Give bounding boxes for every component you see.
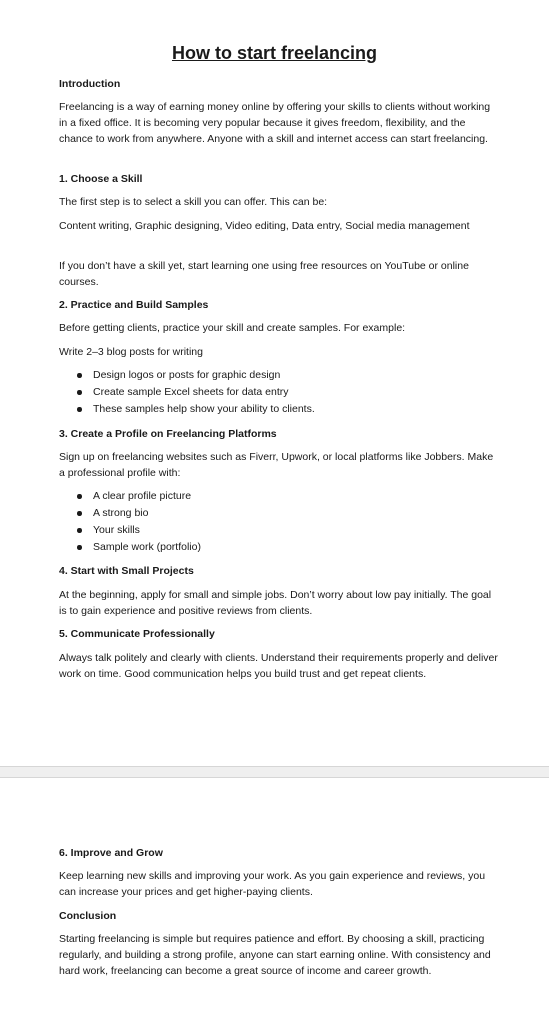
section-5-paragraph-1: Always talk politely and clearly with clients. Understand their requirements properly and deliver work on time. Good communication helps you build trust and get repeat clients. bbox=[59, 652, 498, 680]
page-break bbox=[0, 766, 549, 778]
section-6-paragraph-1: Keep learning new skills and improving your work. As you gain experience and reviews, you can increase your prices and get higher-paying clients. bbox=[59, 870, 486, 898]
introduction-heading: Introduction bbox=[59, 78, 121, 90]
introduction-paragraph: Freelancing is a way of earning money online by offering your skills to clients without working in a fixed office. It is becoming very popular because it gives freedom, flexibility, and the chance to work from anywhere. Anyone with a skill and internet access can start freelancing. bbox=[59, 101, 491, 145]
section-1-heading: 1. Choose a Skill bbox=[59, 173, 143, 185]
section-1-paragraph-3: If you don’t have a skill yet, start learning one using free resources on YouTube or online courses. bbox=[59, 260, 469, 288]
conclusion-paragraph: Starting freelancing is simple but requires patience and effort. By choosing a skill, practicing regularly, and building a strong profile, anyone can start earning online. With consistency and hard work, freelancing can become a great source of income and career growth. bbox=[59, 933, 491, 977]
section-3-heading: 3. Create a Profile on Freelancing Platforms bbox=[59, 428, 277, 440]
section-2-bullet-list bbox=[59, 367, 499, 418]
section-5-heading: 5. Communicate Professionally bbox=[59, 628, 215, 640]
section-1-skills-paragraph: Content writing, Graphic designing, Video editing, Data entry, Social media management bbox=[59, 220, 470, 232]
list-item: These samples help show your ability to clients. bbox=[59, 401, 499, 418]
list-item: Design logos or posts for graphic design bbox=[59, 367, 499, 384]
list-item: A strong bio bbox=[59, 505, 499, 522]
list-item: Sample work (portfolio) bbox=[59, 539, 499, 556]
section-4-paragraph-1: At the beginning, apply for small and simple jobs. Don’t worry about low pay initially. The goal is to gain experience and positive reviews from clients. bbox=[59, 589, 492, 617]
document-title: How to start freelancing bbox=[171, 43, 378, 63]
section-2-paragraph-2: Write 2–3 blog posts for writing bbox=[59, 346, 203, 358]
section-4-heading: 4. Start with Small Projects bbox=[59, 565, 194, 577]
section-2-heading: 2. Practice and Build Samples bbox=[59, 299, 209, 311]
section-3-paragraph-1: Sign up on freelancing websites such as Fiverr, Upwork, or local platforms like Jobbers. Make a professional profile with: bbox=[59, 451, 494, 479]
section-1-paragraph-1: The first step is to select a skill you can offer. This can be: bbox=[59, 196, 328, 208]
conclusion-heading: Conclusion bbox=[59, 910, 117, 922]
document-page-2 bbox=[0, 778, 549, 1024]
list-item: Create sample Excel sheets for data entry bbox=[59, 384, 499, 401]
section-3-bullet-list bbox=[59, 488, 499, 556]
section-6-heading: 6. Improve and Grow bbox=[59, 847, 163, 859]
list-item: Your skills bbox=[59, 522, 499, 539]
list-item: A clear profile picture bbox=[59, 488, 499, 505]
section-2-paragraph-1: Before getting clients, practice your skill and create samples. For example: bbox=[59, 322, 406, 334]
